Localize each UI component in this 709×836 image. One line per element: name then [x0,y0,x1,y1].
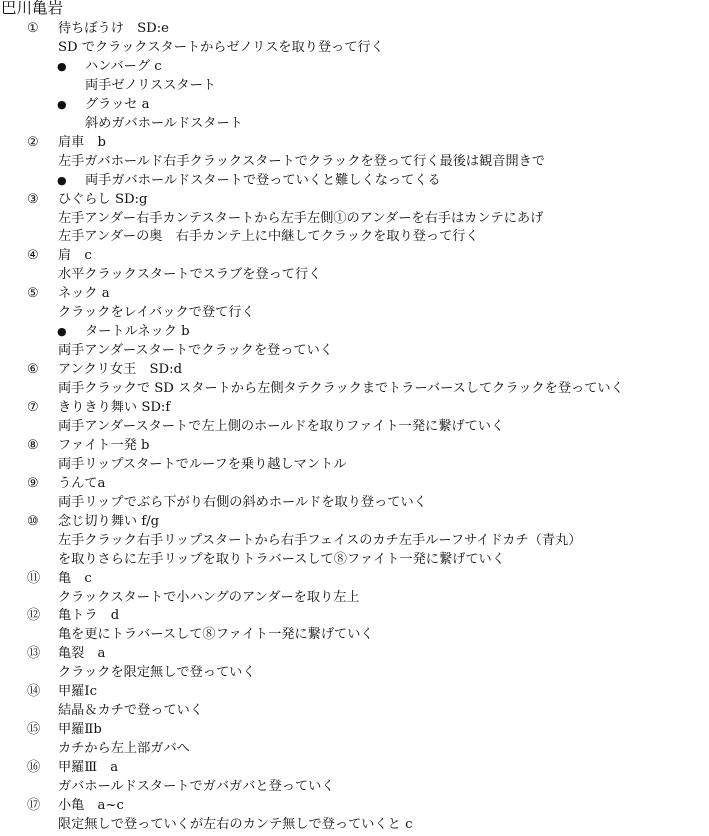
problem-name: ひぐらし SD:g [58,191,148,207]
bullet-icon: ● [57,325,67,339]
problem-name: 念じ切り舞い f/g [58,513,160,529]
problem-description-text: 結晶＆カチで登っていく [58,703,204,719]
problem-name: 小亀 a~c [58,797,124,813]
variation-text: グラッセ a [85,96,150,112]
problem-description-text: 水平クラックスタートでスラブを登って行く [58,267,322,283]
problem-number: ① [27,21,39,36]
variation-description-text: 斜めガバホールドスタート [85,115,243,131]
problem-name: 肩車 b [58,134,107,150]
problem-description-text: 両手アンダースタートで左上側のホールドを取りファイト一発に繋げていく [58,418,505,434]
problem-name: ファイト一発 b [58,437,150,453]
problem-description-text: 限定無しで登っていくが左右のカンテ無しで登っていくと c [58,816,413,832]
variation-text: 両手ガバホールドスタートで登っていくと難しくなってくる [85,172,441,188]
variation-description-text: 両手ゼノリススタート [85,77,216,93]
problem-description-text: クラックを限定無しで登っていく [58,665,256,681]
variation-text: ハンバーグ c [85,58,162,74]
problem-description-text: SD でクラックスタートからゼノリスを取り登って行く [58,39,384,55]
problem-number: ⑦ [27,400,39,415]
problem-name: 亀裂 a [58,646,106,662]
problem-number: ⑤ [27,286,39,302]
bullet-icon: ● [57,173,67,187]
problem-name: 肩 c [58,248,92,264]
problem-number: ② [27,134,39,150]
problem-number: ⑨ [27,475,39,491]
problem-number: ⑰ [27,797,41,813]
problem-description-text: 両手アンダースタートでクラックを登っていく [58,343,333,359]
problem-name: きりきり舞い SD:f [58,400,171,415]
problem-name: 甲羅Ⅱb [58,722,102,738]
problem-description-text: クラックをレイバックで登て行く [58,305,255,321]
problem-description-text: を取りさらに左手リップを取りトラバースして⑧ファイト一発に繋げていく [58,551,505,567]
problem-number: ⑫ [27,608,41,624]
document-title: 巴川亀岩 [1,0,64,17]
problem-name: 亀トラ d [58,608,120,624]
variation-text: タートルネック b [85,324,190,340]
problem-description-text: 両手リップスタートでルーフを乗り越しマントル [58,456,347,472]
problem-number: ⑩ [27,513,39,529]
problem-description-text: 左手ガバホールド右手クラックスタートでクラックを登って行く最後は観音開きで [58,153,546,169]
problem-number: ③ [27,191,39,207]
problem-name: ネック a [58,286,110,302]
problem-number: ⑯ [27,760,41,776]
problem-description-text: 左手アンダーの奥 右手カンテ上に中継してクラックを取り登って行く [58,229,479,245]
problem-name: 亀 c [58,570,92,586]
problem-number: ⑪ [27,570,41,586]
problem-description-text: カチから左上部ガバへ [58,741,190,757]
problem-name: 待ちぼうけ SD:e [58,21,169,36]
problem-description-text: 左手クラック右手リップスタートから右手フェイスのカチ左手ルーフサイドカチ（青丸） [58,532,582,548]
problem-number: ⑥ [27,362,39,378]
problem-description-text: 亀を更にトラバースして⑧ファイト一発に繋げていく [58,627,374,643]
problem-number: ⑧ [27,437,39,453]
problem-number: ④ [27,248,39,264]
problem-name: 甲羅Ⅰc [58,684,97,700]
problem-description-text: 左手アンダー右手カンテスタートから左手左側①のアンダーを右手はカンテにあげ [58,210,544,226]
problem-number: ⑮ [27,722,41,738]
problem-number: ⑬ [27,646,41,662]
bullet-icon: ● [57,97,67,111]
problem-number: ⑭ [27,684,41,700]
problem-name: 甲羅Ⅲ a [58,760,119,776]
problem-description-text: ガバホールドスタートでガバガバと登っていく [58,779,335,794]
problem-name: アンクリ女王 SD:d [58,362,183,378]
problem-name: うんてa [58,475,106,491]
problem-description-text: クラックスタートで小ハングのアンダーを取り左上 [58,589,360,605]
bullet-icon: ● [57,59,67,73]
problem-description-text: 両手クラックで SD スタートから左側タテクラックまでトラーバースしてクラックを登っていく [58,381,624,397]
problem-description-text: 両手リップでぶら下がり右側の斜めホールドを取り登っていく [58,494,427,510]
